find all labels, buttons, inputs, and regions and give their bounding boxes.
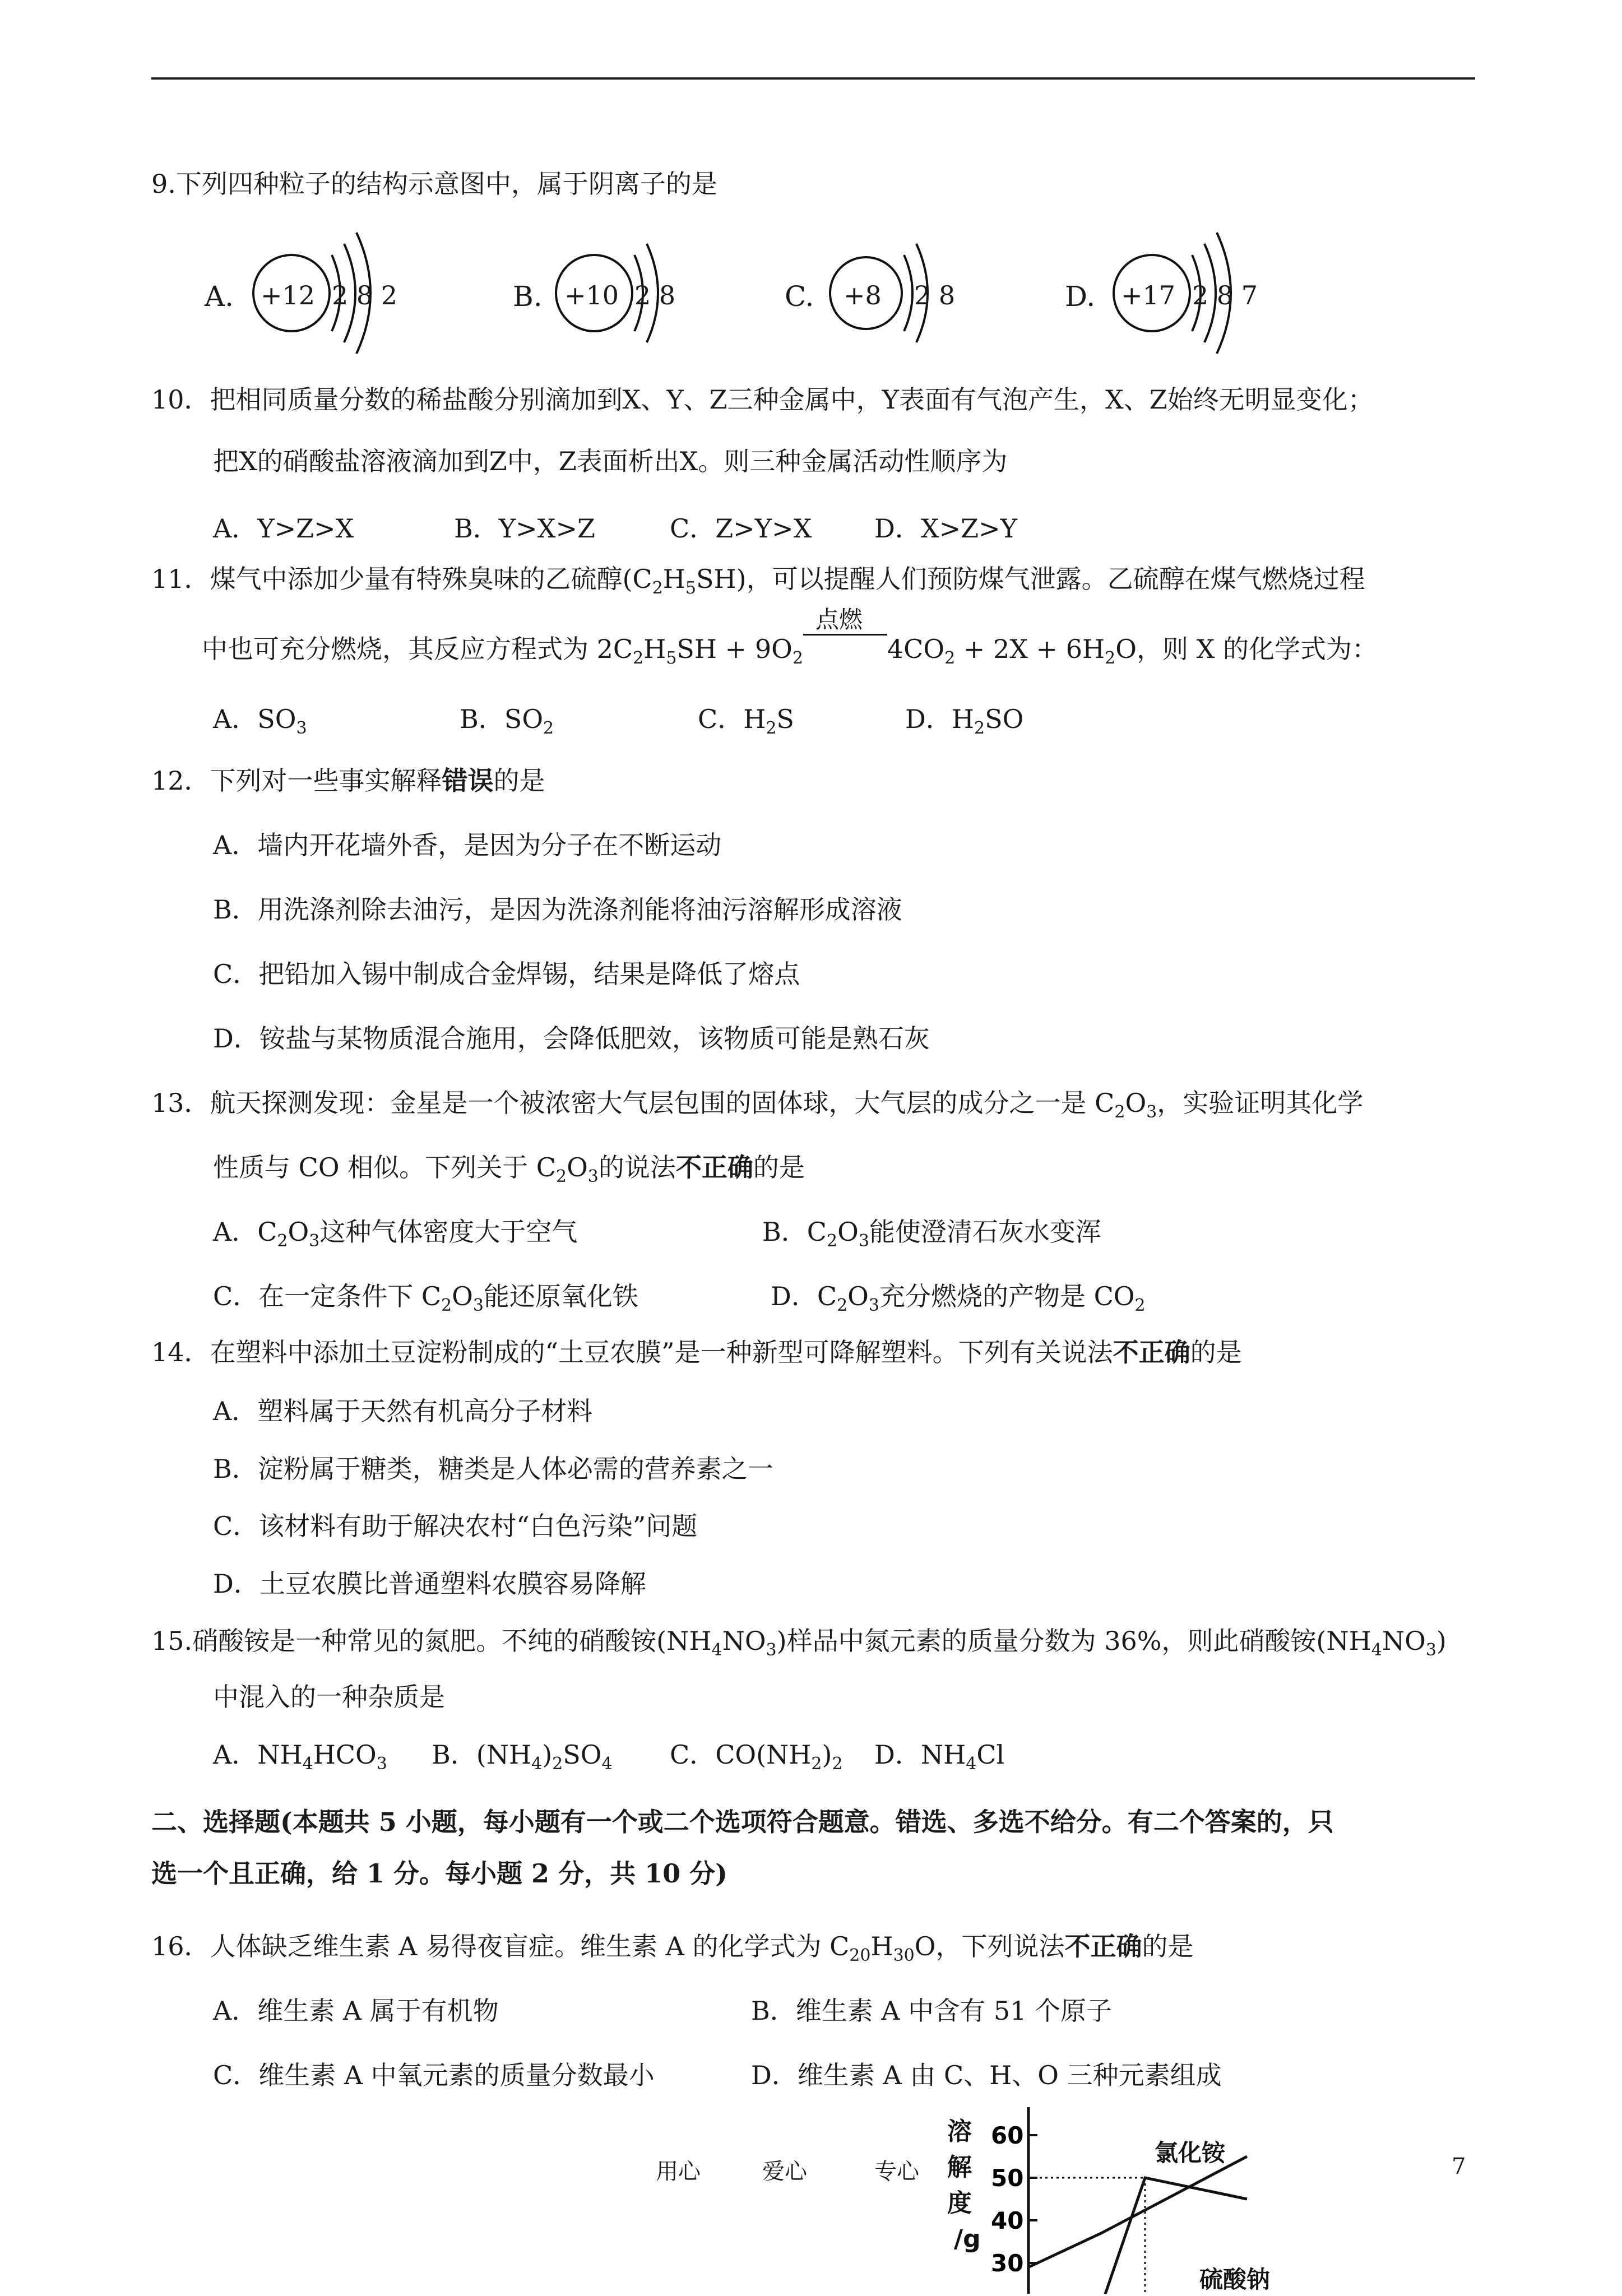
q13-option-a[interactable]: A．$C_2O_3$这种气体密度大于空气 xyxy=(213,1217,578,1251)
section-2-heading-line2: 选一个且正确，给 1 分。每小题 2 分，共 10 分) xyxy=(151,1858,727,1889)
q11-option-c[interactable]: C．$H_2S$ xyxy=(698,704,794,738)
nucleus-charge: +17 xyxy=(1121,280,1176,310)
section-2-heading-line1: 二、选择题(本题共 5 小题，每小题有一个或二个选项符合题意。错选、多选不给分。有二个答案的，只 xyxy=(151,1807,1334,1837)
q12-option-b[interactable]: B．用洗涤剂除去油污，是因为洗涤剂能将油污溶解形成溶液 xyxy=(213,894,902,925)
footer-text-1: 用心 xyxy=(656,2159,701,2184)
q13-option-b[interactable]: B．$C_2O_3$能使澄清石灰水变浑 xyxy=(762,1217,1101,1251)
q9-option-a[interactable] xyxy=(202,221,404,367)
q13-option-c[interactable]: C．在一定条件下 $C_2O_3$能还原氧化铁 xyxy=(213,1281,638,1315)
y-axis-label-char-3: 度 xyxy=(947,2189,972,2218)
y-axis-label-char-2: 解 xyxy=(947,2153,972,2182)
q14-option-a[interactable]: A．塑料属于天然有机高分子材料 xyxy=(213,1396,593,1426)
y-tick-label: 50 xyxy=(991,2164,1024,2192)
series-line-ammonium-chloride xyxy=(1028,2156,1247,2267)
series-label-ammonium-chloride: 氯化铵 xyxy=(1155,2139,1226,2167)
reaction-condition: 点燃 xyxy=(815,606,863,633)
reaction-arrow xyxy=(803,606,887,662)
q11-option-b[interactable]: B．$SO_2$ xyxy=(460,704,554,738)
q11-stem-line1: 11．煤气中添加少量有特殊臭味的乙硫醇$(C_2H_5SH)$，可以提醒人们预防煤气泄露。乙硫醇在煤气燃烧过程 xyxy=(151,564,1365,598)
footer-text-2: 爱心 xyxy=(762,2159,807,2184)
q9-option-b[interactable] xyxy=(510,221,695,367)
q16-option-b[interactable]: B．维生素 A 中含有 51 个原子 xyxy=(751,1996,1113,2026)
electron-shells: 2 8 7 xyxy=(1192,280,1258,310)
q9-stem: 9.下列四种粒子的结构示意图中，属于阴离子的是 xyxy=(151,169,717,199)
q13-option-d[interactable]: D．$C_2O_3$充分燃烧的产物是 $CO_2$ xyxy=(771,1281,1146,1315)
q16-option-d[interactable]: D．维生素 A 由 C、H、O 三种元素组成 xyxy=(751,2060,1222,2090)
q13-stem-line2: 性质与 CO 相似。下列关于 $C_2O_3$的说法不正确的是 xyxy=(213,1152,805,1186)
nucleus-charge: +10 xyxy=(564,280,619,310)
series-label-sodium-sulfate: 硫酸钠 xyxy=(1199,2266,1271,2293)
q15-option-a[interactable]: A．$NH_4HCO_3$ xyxy=(213,1740,387,1774)
q11-option-a[interactable]: A．$SO_3$ xyxy=(213,704,307,738)
option-label: A. xyxy=(205,280,234,313)
q10-option-c[interactable]: C．Z>Y>X xyxy=(670,513,812,544)
q14-option-d[interactable]: D．土豆农膜比普通塑料农膜容易降解 xyxy=(213,1569,646,1599)
q15-stem-line1: 15.硝酸铵是一种常见的氮肥。不纯的硝酸铵$(NH_4NO_3)$样品中氮元素的质量分数为 36%，则此硝酸铵$(NH_4NO_3)$ xyxy=(151,1626,1447,1660)
q15-stem-line2: 中混入的一种杂质是 xyxy=(213,1682,445,1712)
q9-option-c[interactable] xyxy=(782,221,967,367)
q16-option-a[interactable]: A．维生素 A 属于有机物 xyxy=(213,1996,499,2026)
electron-shells: 2 8 xyxy=(914,280,956,310)
q12-option-a[interactable]: A．墙内开花墙外香，是因为分子在不断运动 xyxy=(213,830,722,860)
option-label: D. xyxy=(1065,280,1096,313)
q14-option-b[interactable]: B．淀粉属于糖类，糖类是人体必需的营养素之一 xyxy=(213,1454,773,1484)
q14-stem: 14．在塑料中添加土豆淀粉制成的“土豆农膜”是一种新型可降解塑料。下列有关说法不正确的是 xyxy=(151,1337,1242,1367)
q10-stem-line2: 把X的硝酸盐溶液滴加到Z中，Z表面析出X。则三种金属活动性顺序为 xyxy=(213,446,1008,476)
solubility-chart xyxy=(947,2107,1311,2294)
electron-shells: 2 8 2 xyxy=(332,280,398,310)
nucleus-charge: +12 xyxy=(261,280,316,310)
q12-option-c[interactable]: C．把铅加入锡中制成合金焊锡，结果是降低了熔点 xyxy=(213,959,800,989)
footer-text-3: 专心 xyxy=(874,2159,919,2184)
q15-option-c[interactable]: C．$CO(NH_2)_2$ xyxy=(670,1740,843,1774)
solubility-chart-svg xyxy=(947,2107,1311,2294)
q11-option-d[interactable]: D．$H_2SO$ xyxy=(905,704,1024,738)
q14-option-c[interactable]: C．该材料有助于解决农村“白色污染”问题 xyxy=(213,1511,698,1541)
y-tick-label: 30 xyxy=(991,2249,1024,2277)
page-number: 7 xyxy=(1452,2154,1466,2179)
q10-stem-line1: 10．把相同质量分数的稀盐酸分别滴加到X、Y、Z三种金属中，Y表面有气泡产生，X、Z始终无明显变化； xyxy=(151,384,1374,415)
option-label: C. xyxy=(785,280,814,313)
q12-stem: 12．下列对一些事实解释错误的是 xyxy=(151,766,545,796)
q15-option-d[interactable]: D．$NH_4Cl$ xyxy=(874,1740,1005,1774)
q10-option-b[interactable]: B．Y>X>Z xyxy=(454,513,595,544)
option-label: B. xyxy=(513,280,543,313)
header-rule xyxy=(151,77,1475,80)
y-axis-label-char-4: /g xyxy=(954,2225,981,2253)
nucleus-charge: +8 xyxy=(844,280,882,310)
q12-option-d[interactable]: D．铵盐与某物质混合施用，会降低肥效，该物质可能是熟石灰 xyxy=(213,1023,930,1054)
q9-option-d[interactable] xyxy=(1062,221,1275,367)
y-tick-label: 60 xyxy=(991,2122,1024,2149)
q10-option-a[interactable]: A．Y>Z>X xyxy=(213,513,354,544)
q16-stem: 16．人体缺乏维生素 A 易得夜盲症。维生素 A 的化学式为 $C_{20}H_{30}O$，下列说法不正确的是 xyxy=(151,1931,1194,1965)
electron-shells: 2 8 xyxy=(634,280,676,310)
q11-equation-line: 中也可充分燃烧，其反应方程式为 $2C_2H_5SH + 9O_2$ 点燃 $4CO_2 + 2X + 6H_2O$，则 X 的化学式为： xyxy=(202,606,1378,668)
y-axis-label-char-1: 溶 xyxy=(947,2117,972,2146)
q15-option-b[interactable]: B．$(NH_4)_2SO_4$ xyxy=(432,1740,613,1774)
q16-option-c[interactable]: C．维生素 A 中氧元素的质量分数最小 xyxy=(213,2060,655,2090)
y-tick-label: 40 xyxy=(991,2207,1024,2234)
q13-stem-line1: 13．航天探测发现：金星是一个被浓密大气层包围的固体球，大气层的成分之一是 $C_2O_3$，实验证明其化学 xyxy=(151,1088,1364,1122)
q10-option-d[interactable]: D．X>Z>Y xyxy=(874,513,1018,544)
